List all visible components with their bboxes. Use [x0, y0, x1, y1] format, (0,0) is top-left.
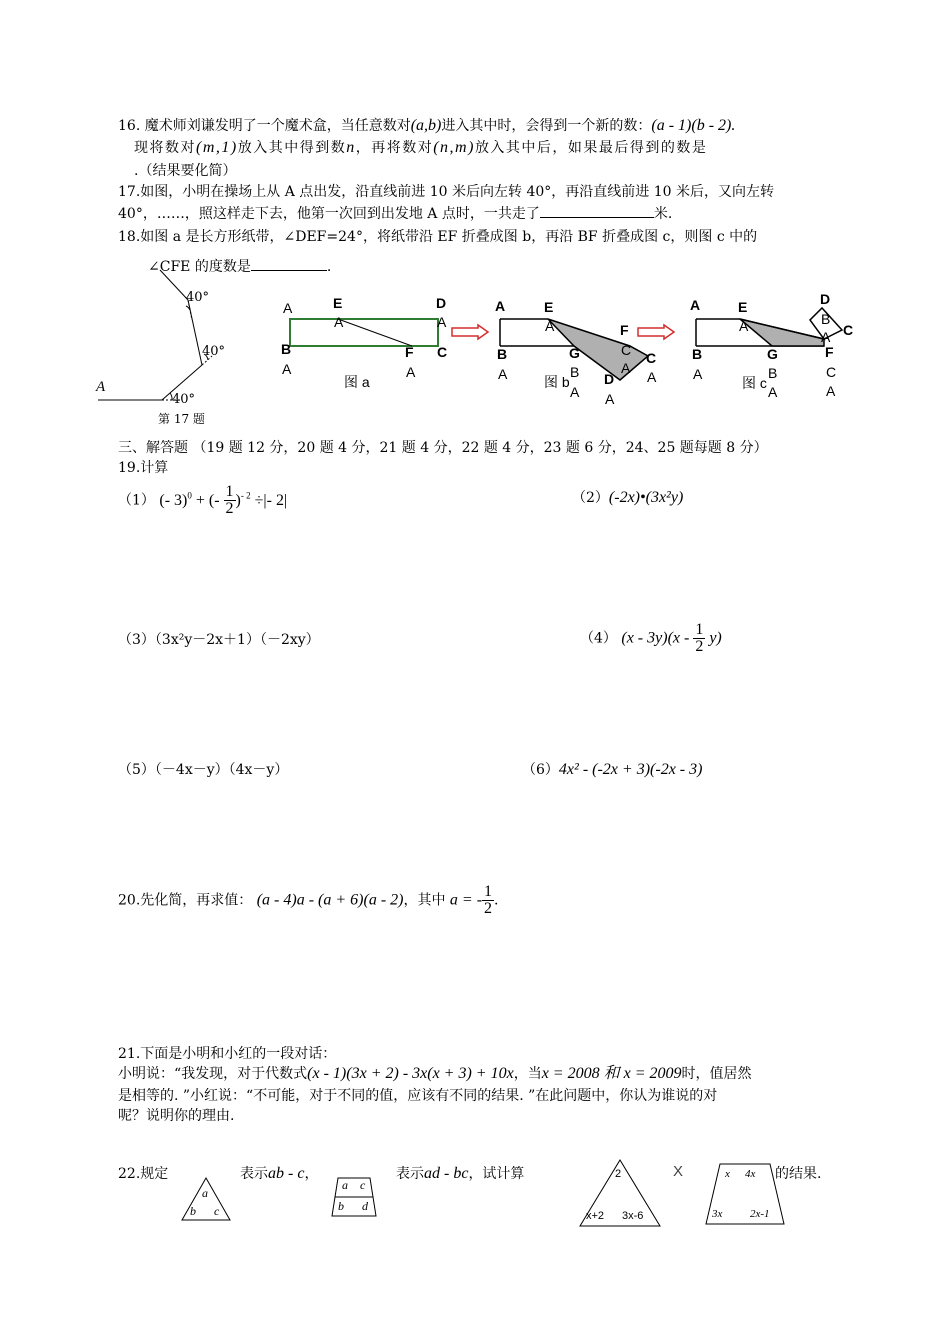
label-c-sub: C — [826, 364, 837, 380]
q20: 20.先化简，再求值： (a - 4)a - (a + 6)(a - 2)，其中 a = - $\frac{1}{2}$ . — [118, 883, 499, 917]
figure-a — [282, 300, 452, 360]
trapezoid-icon — [328, 1176, 380, 1218]
q19-part6: （6）4x² - (-2x + 3)(-2x - 3) — [522, 761, 703, 778]
label-a: A — [283, 300, 293, 316]
q16-line1: 16. 魔术师刘谦发明了一个魔术盒，当任意数对(a,b)进入其中时，会得到一个新的数：(a - 1)(b - 2). — [118, 117, 736, 134]
label-f: F — [620, 322, 629, 338]
label-b: B — [497, 346, 508, 362]
label-g: G — [767, 346, 778, 362]
tri2-top: 2 — [615, 1168, 622, 1180]
q19-part4: （4） (x - 3y)(x - $\frac{1}{2}$ y) — [580, 621, 722, 655]
q22-prefix: 22.规定 — [118, 1166, 169, 1182]
angle-label: 40° — [186, 290, 210, 305]
q21-line4: 呢？说明你的理由. — [118, 1108, 235, 1124]
tri2-right: 3x-6 — [622, 1210, 644, 1222]
label-b-sub: B — [821, 311, 831, 327]
right-arrow-icon — [452, 325, 492, 339]
q21-line1: 21.下面是小明和小红的一段对话： — [118, 1046, 337, 1062]
q17-line1: 17.如图，小明在操场上从 A 点出发，沿直线前进 10 米后向左转 40°，再沿直线前进 10 米后，又向左转 — [118, 184, 774, 200]
q22-means1: 表示ab - c， — [240, 1165, 319, 1182]
q18-line1: 18.如图 a 是长方形纸带，∠DEF=24°，将纸带沿 EF 折叠成图 b，再沿 BF 折叠成图 c，则图 c 中的 — [118, 229, 758, 245]
angle-label: 40° — [202, 344, 226, 359]
q22-means2: 表示ad - bc，试计算 — [396, 1165, 525, 1182]
trap2-c: 4x — [745, 1168, 756, 1180]
label-sub: A — [282, 361, 292, 377]
trap-b: b — [338, 1199, 344, 1213]
point-a-label: A — [96, 379, 106, 395]
trap-a: a — [342, 1178, 348, 1192]
label-sub: A — [437, 314, 447, 330]
q19-part3: （3）（3x²y－2x＋1）（－2xy） — [118, 632, 320, 648]
q16-line3: .（结果要化简） — [134, 163, 237, 179]
angle-label: 40° — [172, 392, 196, 407]
label-f: F — [405, 344, 414, 360]
label-b: B — [281, 341, 292, 357]
label-sub: A — [605, 391, 615, 407]
trap-c: c — [360, 1178, 366, 1192]
label-sub: A — [334, 314, 344, 330]
tri-b: b — [190, 1204, 196, 1218]
label-c: C — [843, 322, 854, 338]
label-c-sub: C — [621, 342, 632, 358]
label-b-sub: B — [570, 364, 580, 380]
label-d: D — [820, 291, 831, 307]
q19-part5: （5）（－4x－y）（4x－y） — [118, 762, 289, 778]
q19-title: 19.计算 — [118, 460, 169, 476]
label-sub: A — [545, 318, 555, 334]
tri-a: a — [202, 1186, 208, 1200]
label-sub: A — [406, 364, 416, 380]
q21-line3: 是相等的. ”小红说：“不可能，对于不同的值，应该有不同的结果. ”在此问题中，你认为谁说的对 — [118, 1088, 718, 1104]
label-sub: A — [498, 366, 508, 382]
label-d: D — [436, 295, 447, 311]
trap-d: d — [362, 1199, 368, 1213]
label-sub: A — [768, 384, 778, 400]
q19-part2: （2）(-2x)•(3x²y) — [572, 489, 684, 506]
label-b: B — [692, 346, 703, 362]
answer-blank-18[interactable] — [251, 256, 327, 271]
section-title: 三、解答题 （19 题 12 分，20 题 4 分，21 题 4 分，22 题 4 分，23 题 6 分，24、25 题每题 8 分） — [118, 440, 768, 456]
label-a: A — [690, 297, 701, 313]
label-sub: A — [821, 329, 831, 345]
figure-caption: 图 a — [344, 374, 370, 390]
trap2-a: x — [725, 1168, 730, 1180]
label-d: D — [604, 371, 615, 387]
label-c: C — [646, 350, 657, 366]
q19-part1: （1） (- 3)$^0$ + (- $\frac{1}{2}$ )$^{- 2}$ ÷|- 2| — [118, 483, 288, 517]
tri2-left: x+2 — [586, 1210, 605, 1222]
label-sub: A — [826, 383, 836, 399]
tri-c: c — [214, 1204, 220, 1218]
q18-line2: ∠CFE 的度数是 . — [148, 256, 331, 277]
label-e: E — [333, 295, 343, 311]
q17-line2: 40°，……，照这样走下去，他第一次回到出发地 A 点时，一共走了 米. — [118, 203, 672, 224]
answer-blank-17[interactable] — [540, 203, 654, 218]
label-f: F — [825, 344, 834, 360]
q16-line2: 现将数对(m,1)放入其中得到数n，再将数对(n,m)放入其中后，如果最后得到的数是 — [134, 139, 708, 156]
right-arrow-icon — [638, 325, 678, 339]
label-sub: A — [570, 384, 580, 400]
label-e: E — [738, 299, 748, 315]
q22-suffix: 的结果. — [775, 1166, 822, 1182]
label-a: A — [495, 298, 506, 314]
label-sub: A — [693, 366, 703, 382]
label-b-sub: B — [768, 365, 778, 381]
figure-caption: 图 c — [742, 375, 767, 391]
q21-line2: 小明说：“我发现，对于代数式(x - 1)(3x + 2) - 3x(x + 3) + 10x，当x = 2008 和 x = 2009时，值居然 — [118, 1065, 752, 1082]
trap2-d: 2x-1 — [750, 1208, 770, 1220]
figure-caption: 图 b — [544, 374, 570, 390]
times-sign: X — [673, 1163, 684, 1180]
figure-caption: 第 17 题 — [158, 412, 205, 426]
label-c: C — [437, 344, 448, 360]
label-sub: A — [621, 360, 631, 376]
label-sub: A — [647, 369, 657, 385]
label-e: E — [544, 299, 554, 315]
trap2-b: 3x — [712, 1208, 723, 1220]
label-sub: A — [739, 318, 749, 334]
label-g: G — [569, 345, 580, 361]
